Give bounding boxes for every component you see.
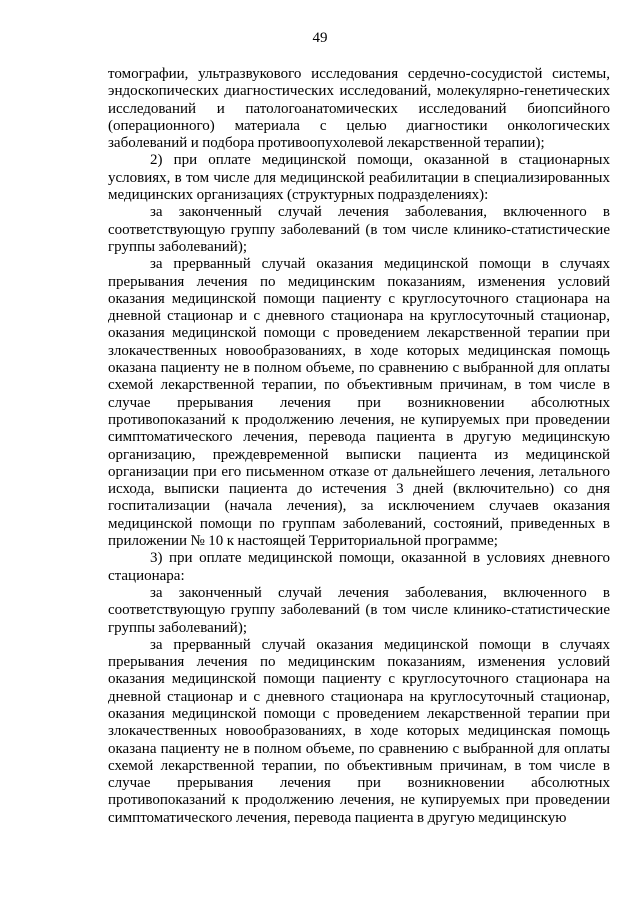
paragraph-interrupted-case-inpatient: за прерванный случай оказания медицинской помощи в случаях прерывания лечения по медицинским показаниям, изменения условий оказания медицинской помощи пациенту с круглосуточного стационара на дневной стационар и с дневного стационара на круглосуточный стационар, оказания медицинской помощи с проведением лекарственной терапии при злокачественных новообразованиях, в ходе которых медицинская помощь оказана пациенту не в полном объеме, по сравнению с выбранной для оплаты схемой лекарственной терапии, по объективным причинам, в том числе в случае прерывания лечения при возникновении абсолютных противопоказаний к продолжению лечения, не купируемых при проведении симптоматического лечения, перевода пациента в другую медицинскую организацию, преждевременной выписки пациента из медицинской организации при его письменном отказе от дальнейшего лечения, летального исхода, выписки пациента до истечения 3 дней (включительно) со дня госпитализации (начала лечения), за исключением случаев оказания медицинской помощи по группам заболеваний, состояний, приведенных в приложении № 10 к настоящей Территориальной программе;	[108, 256, 610, 550]
document-body	[108, 66, 610, 827]
paragraph-item-2: 2) при оплате медицинской помощи, оказанной в стационарных условиях, в том числе для медицинской реабилитации в специализированных медицинских организациях (структурных подразделениях):	[108, 152, 610, 204]
paragraph-completed-case-day-hospital: за законченный случай лечения заболевания, включенного в соответствующую группу заболеваний (в том числе клинико-статистические группы заболеваний);	[108, 584, 610, 636]
paragraph-item-3: 3) при оплате медицинской помощи, оказанной в условиях дневного стационара:	[108, 550, 610, 584]
paragraph-interrupted-case-day-hospital: за прерванный случай оказания медицинской помощи в случаях прерывания лечения по медицинским показаниям, изменения условий оказания медицинской помощи пациенту с круглосуточного стационара на дневной стационар и с дневного стационара на круглосуточный стационар, оказания медицинской помощи с проведением лекарственной терапии при злокачественных новообразованиях, в ходе которых медицинская помощь оказана пациенту не в полном объеме, по сравнению с выбранной для оплаты схемой лекарственной терапии, по объективным причинам, в том числе в случае прерывания лечения при возникновении абсолютных противопоказаний к продолжению лечения, не купируемых при проведении симптоматического лечения, перевода пациента в другую медицинскую	[108, 636, 610, 826]
paragraph-continuation: томографии, ультразвукового исследования сердечно-сосудистой системы, эндоскопических диагностических исследований, молекулярно-генетических исследований и патологоанатомических исследований биопсийного (операционного) материала с целью диагностики онкологических заболеваний и подбора противоопухолевой лекарственной терапии);	[108, 66, 610, 152]
page-number: 49	[312, 30, 328, 46]
paragraph-completed-case-inpatient: за законченный случай лечения заболевания, включенного в соответствующую группу заболеваний (в том числе клинико-статистические группы заболеваний);	[108, 204, 610, 255]
